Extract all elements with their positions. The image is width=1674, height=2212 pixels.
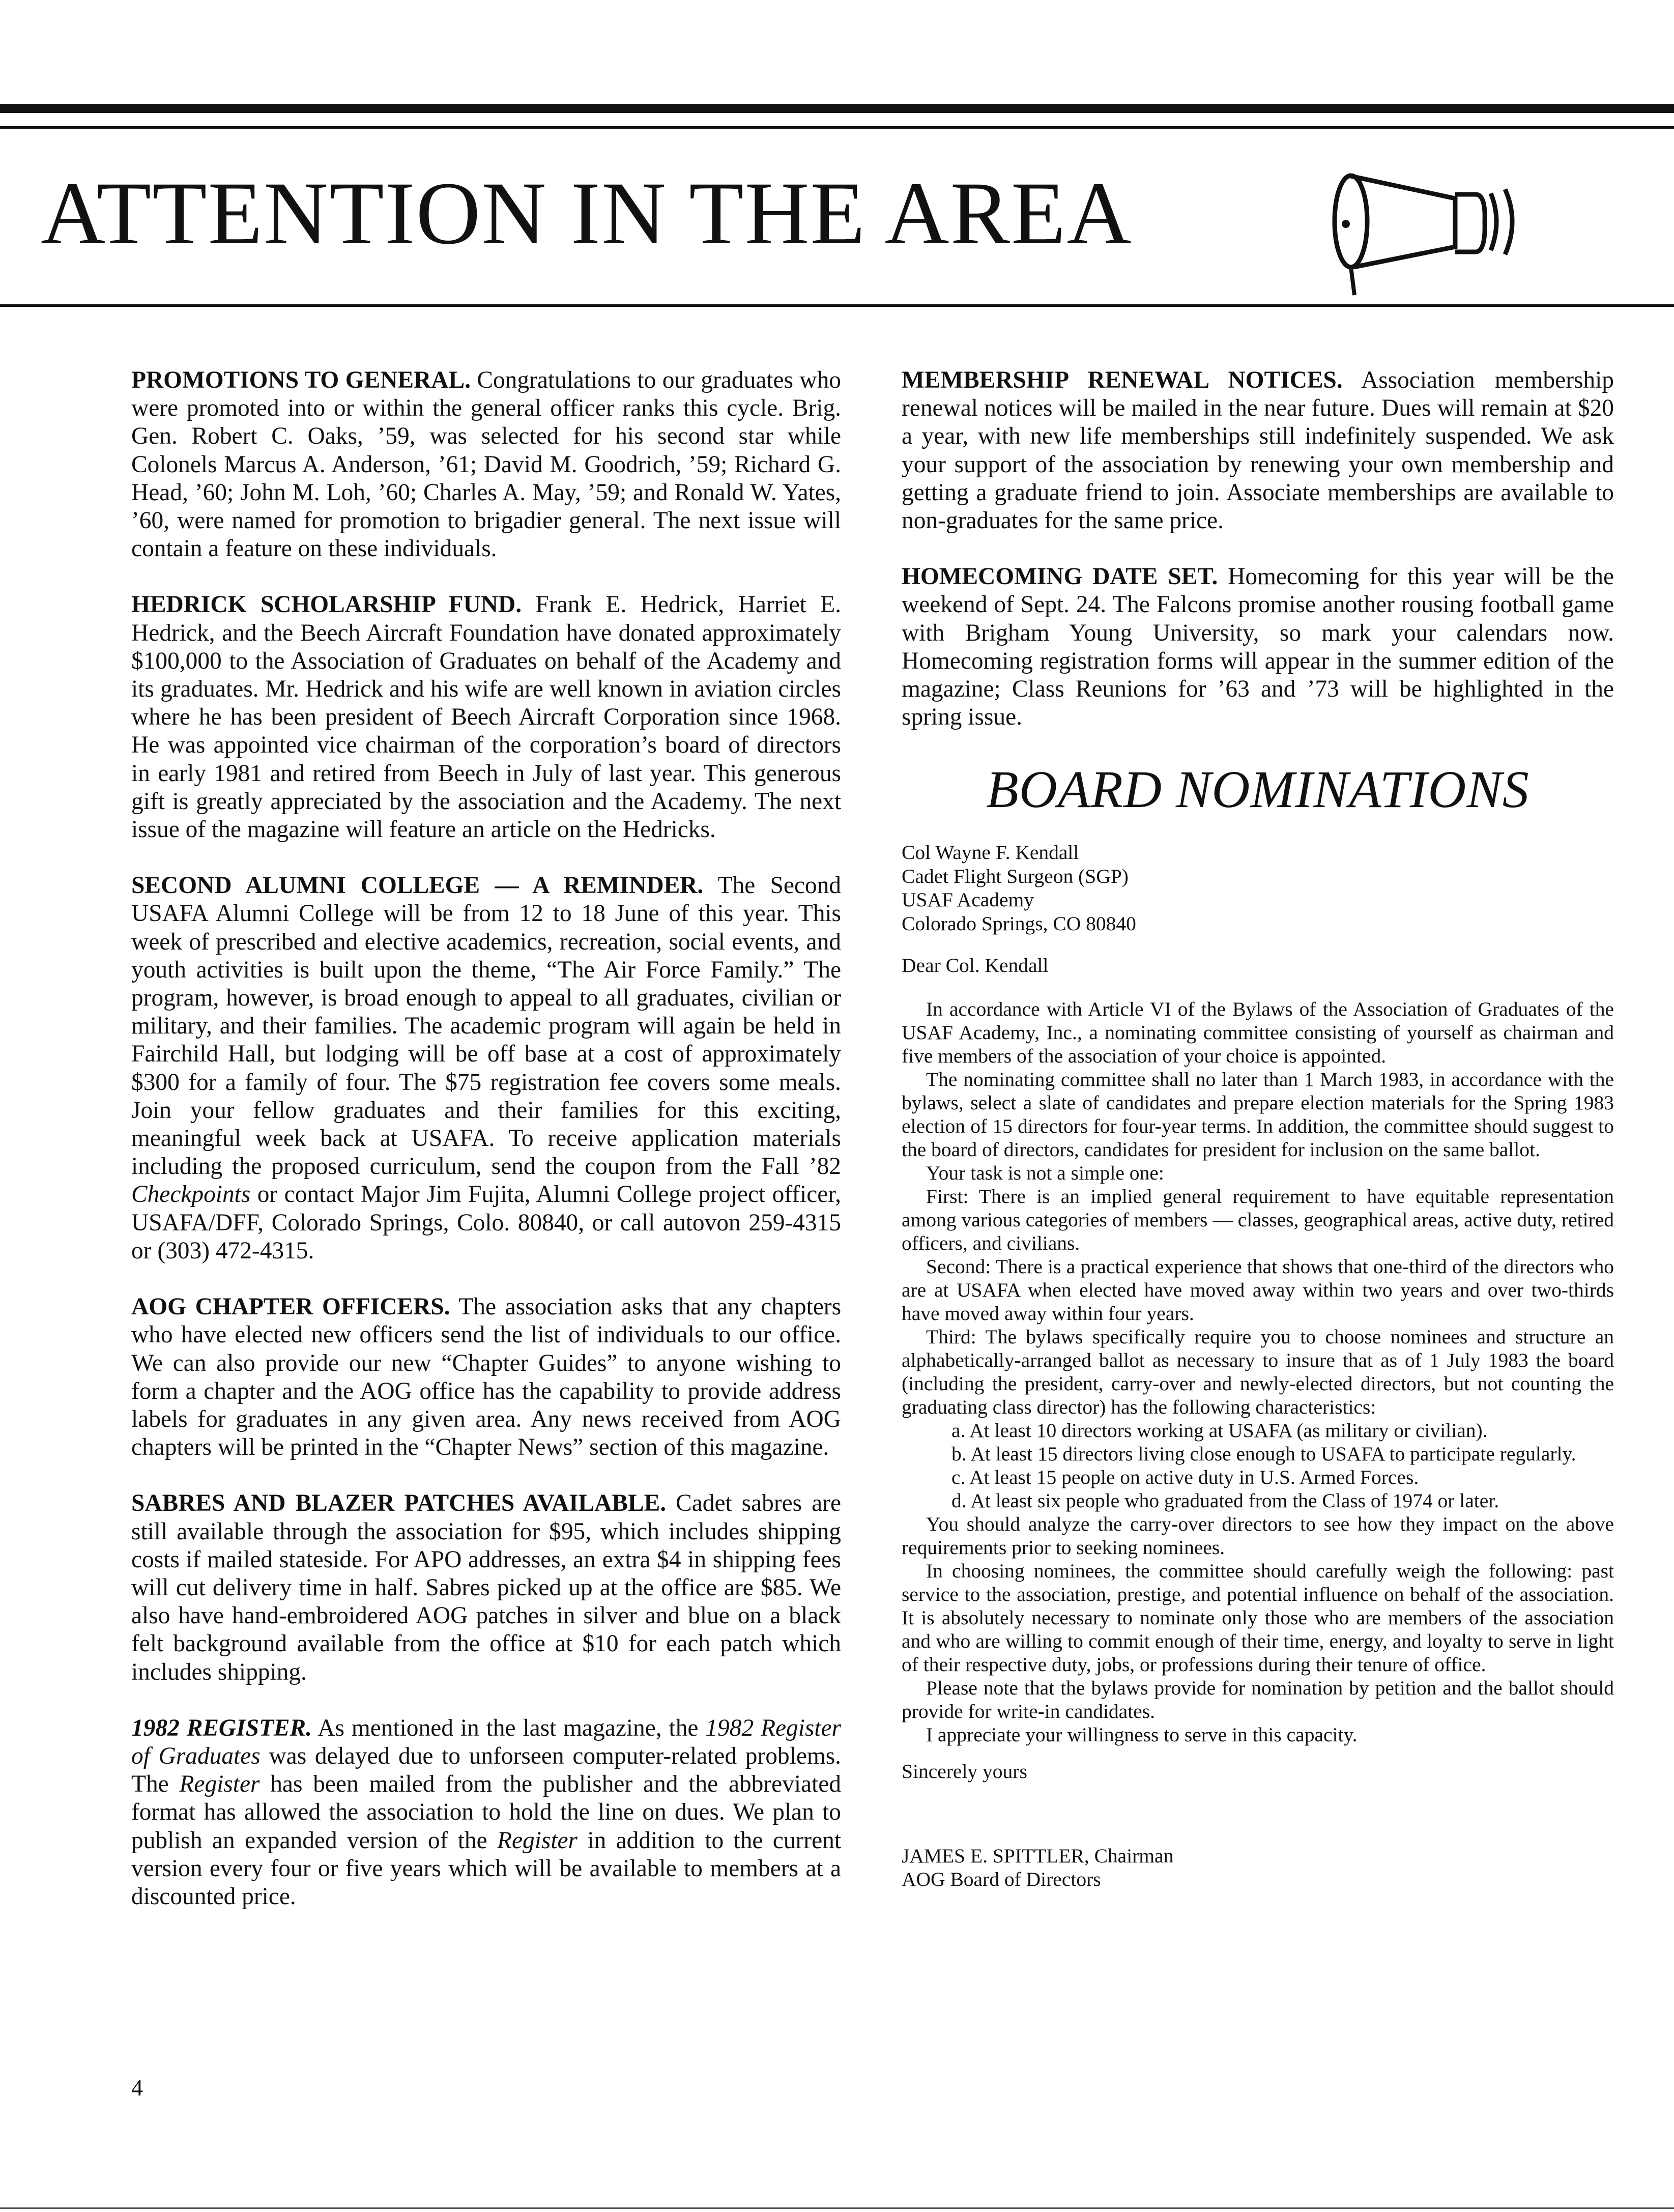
alumni-college-item [131,872,841,1265]
footer-rule [0,2207,1674,2209]
membership-body: Association membership renewal notices will be mailed in the near future. Dues will remain at $20 a year, with new life memberships still indefinitely suspended. We ask your support of the association by renewing your own membership and getting a graduate friend to join. Associate memberships are available to non-graduates for the same price. [902,367,1614,534]
register-italic-1: 1982 Register of Graduates [131,1714,841,1769]
alumni-college-body-2: or contact Major Jim Fujita, Alumni College project officer, USAFA/DFF, Colorado Springs, Colo. 80840, or call autovon 259-4315 or (303) 472-4315. [131,1181,841,1264]
letter-paragraph: In choosing nominees, the committee should carefully weigh the following: past service to the association, prestige, and potential influence on behalf of the association. It is absolutely necessary to nominate only those who are members of the association and who are willing to commit enough of their time, energy, and loyalty to serve in light of their respective duty, jobs, or professions during their tenure of office. [902,1560,1614,1676]
promotions-body: Congratulations to our graduates who were promoted into or within the general officer ranks this cycle. Brig. Gen. Robert C. Oaks, ’59, was selected for his second star while Colonels Marcus A. Anderson, ’61; David M. Goodrich, ’59; Richard G. Head, ’60; John M. Loh, ’60; Charles A. May, ’59; and Ronald W. Yates, ’60, were named for promotion to brigadier general. The next issue will contain a feature on these individuals. [131,367,841,562]
sabres-body: Cadet sabres are still available through the association for $95, which includes shipping costs if mailed stateside. For APO addresses, an extra $4 in shipping fees will cut delivery time in half. Sabres picked up at the office are $85. We also have hand-embroidered AOG patches in silver and blue on a black felt background available from the office at $10 for each patch which includes shipping. [131,1490,841,1685]
letter-salutation: Dear Col. Kendall [902,954,1049,977]
letter-paragraph: First: There is an implied general requirement to have equitable representation among various categories of members — classes, geographical areas, active duty, retired officers, and civilians. [902,1185,1614,1255]
requirement-item: a. At least 10 directors working at USAFA (as military or civilian). [951,1419,1488,1442]
register-item [131,1714,841,1911]
letter-paragraph: The nominating committee shall no later than 1 March 1983, in accordance with the bylaws, select a slate of candidates and prepare election materials for the Spring 1983 election of 15 directors for four-year terms. In addition, the committee should suggest to the board of directors, candidates for president for inclusion on the same ballot. [902,1068,1614,1161]
board-nominations-title: BOARD NOMINATIONS [986,760,1529,819]
page-title: ATTENTION IN THE AREA [41,164,1133,263]
hedrick-body: Frank E. Hedrick, Harriet E. Hedrick, and the Beech Aircraft Foundation have donated approximately $100,000 to the Association of Graduates on behalf of the Academy and its graduates. Mr. Hedrick and his wife are well known in aviation circles where he has been president of Beech Aircraft Corporation since 1968. He was appointed vice chairman of the corporation’s board of directors in early 1981 and retired from Beech in July of last year. This generous gift is greatly appreciated by the association and the Academy. The next issue of the magazine will feature an article on the Hedricks. [131,591,842,843]
left-column [131,366,841,1939]
homecoming-heading: HOMECOMING DATE SET. [902,563,1218,590]
requirement-item: b. At least 15 directors living close enough to USAFA to participate regularly. [951,1443,1576,1466]
hedrick-heading: HEDRICK SCHOLARSHIP FUND. [131,591,522,618]
promotions-heading: PROMOTIONS TO GENERAL. [131,367,471,393]
address-line: USAF Academy [902,888,1034,911]
right-column [902,366,1614,1891]
letter-paragraph: You should analyze the carry-over directors to see how they impact on the above requirements prior to seeking nominees. [902,1513,1614,1559]
letter-paragraph: Second: There is a practical experience that shows that one-third of the directors who are at USAFA when elected have moved away within two years and over two-thirds have moved away within four years. [902,1255,1614,1325]
membership-heading: MEMBERSHIP RENEWAL NOTICES. [902,367,1343,393]
letter-paragraph: Please note that the bylaws provide for nomination by petition and the ballot should provide for write-in candidates. [902,1677,1614,1723]
alumni-college-heading: SECOND ALUMNI COLLEGE — A REMINDER. [131,872,704,899]
homecoming-item [902,563,1614,731]
nomination-letter [902,841,1614,1891]
letter-paragraph: I appreciate your willingness to serve in this capacity. [926,1723,1358,1746]
requirement-item: d. At least six people who graduated from the Class of 1974 or later. [951,1489,1499,1512]
register-body-2: was delayed due to unforseen computer-related problems. The [131,1742,841,1798]
membership-item [902,366,1614,535]
letter-paragraph: In accordance with Article VI of the Bylaws of the Association of Graduates of the USAF Academy, Inc., a nominating committee consisting of yourself as chairman and five members of the association of your choice is appointed. [902,998,1614,1068]
register-body-3: has been mailed from the publisher and the abbreviated format has allowed the association to hold the line on dues. We plan to publish an expanded version of the [131,1771,841,1854]
sabres-heading: SABRES AND BLAZER PATCHES AVAILABLE. [131,1490,667,1517]
letter-closing: Sincerely yours [902,1760,1027,1783]
hedrick-item [131,591,841,844]
header-rule-bottom [0,304,1674,307]
chapter-officers-heading: AOG CHAPTER OFFICERS. [131,1294,450,1320]
chapter-officers-body: The association asks that any chapters who have elected new officers send the list of individuals to our office. We can also provide our new “Chapter Guides” to anyone wishing to form a chapter and the AOG office has the capability to provide address labels for graduates in any given area. Any news received from AOG chapters will be printed in the “Chapter News” section of this magazine. [131,1294,842,1461]
address-line: Cadet Flight Surgeon (SGP) [902,865,1129,887]
sabres-item [131,1489,841,1686]
register-italic-2: Register [179,1771,260,1798]
megaphone-icon [1323,137,1547,300]
register-italic-3: Register [497,1827,578,1854]
checkpoints-italic: Checkpoints [131,1181,251,1208]
letter-paragraph: Your task is not a simple one: [926,1162,1164,1185]
register-body-4: in addition to the current version every four or five years which will be available to members at a discounted price. [131,1827,841,1910]
register-body-1: As mentioned in the last magazine, the [311,1714,706,1741]
letter-paragraph: Third: The bylaws specifically require you to choose nominees and structure an alphabetically-arranged ballot as necessary to insure that as of 1 July 1983 the board (including the president, carry-over and newly-elected directors, but not counting the graduating class director) has the following characteristics: [902,1326,1614,1419]
alumni-college-body-1: The Second USAFA Alumni College will be from 12 to 18 June of this year. This week of prescribed and elective academics, recreation, social events, and youth activities is built upon the theme, “The Air Force Family.” The program, however, is broad enough to appeal to all graduates, civilian or military, and their families. The academic program will again be held in Fairchild Hall, but lodging will be off base at a cost of approximately $300 for a family of four. The $75 registration fee covers some meals. Join your fellow graduates and their families for this exciting, meaningful week back at USAFA. To receive application materials including the proposed curriculum, send the coupon from the Fall ’82 [131,872,842,1180]
signature-name: JAMES E. SPITTLER, Chairman [902,1845,1174,1868]
homecoming-body: Homecoming for this year will be the weekend of Sept. 24. The Falcons promise another rousing football game with Brigham Young University, so mark your calendars now. Homecoming registration forms will appear in the summer edition of the magazine; Class Reunions for ’63 and ’73 will be highlighted in the spring issue. [902,563,1614,731]
promotions-item [131,366,841,563]
letter-signature [902,1844,1614,1891]
letter-address [902,841,1614,935]
address-line: Col Wayne F. Kendall [902,841,1079,864]
page-number: 4 [131,2075,143,2101]
address-line: Colorado Springs, CO 80840 [902,912,1136,935]
chapter-officers-item [131,1293,841,1461]
register-heading: 1982 REGISTER. [131,1714,312,1741]
signature-title: AOG Board of Directors [902,1868,1101,1891]
header-rule-thin [0,126,1674,129]
requirement-item: c. At least 15 people on active duty in U.S. Armed Forces. [951,1466,1419,1489]
header-rule-thick [0,104,1674,113]
